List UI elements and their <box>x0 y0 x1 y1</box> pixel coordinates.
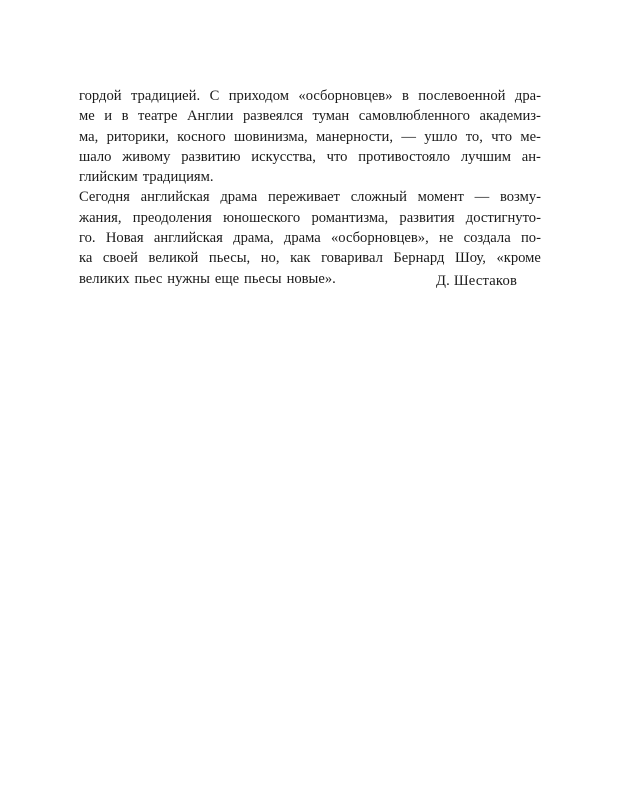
paragraph <box>79 86 541 187</box>
text-line: гордой традицией. С приходом «осборновцев» в послевоенной дра- <box>79 88 541 104</box>
text-line: великих пьес нужны еще пьесы новые». <box>79 270 336 287</box>
text-line: глийским традициям. <box>79 169 214 186</box>
text-line: жания, преодоления юношеского романтизма, развития достигнуто- <box>79 209 541 226</box>
text-line: шало живому развитию искусства, что противостояло лучшим ан- <box>79 148 541 165</box>
text-line: Сегодня английская драма переживает сложный момент — возму- <box>79 189 541 206</box>
body-text <box>79 86 541 289</box>
author-signature: Д. Шестаков <box>436 273 518 289</box>
text-line: го. Новая английская драма, драма «осборновцев», не создала по- <box>79 230 541 247</box>
text-line: ме и в театре Англии развеялся туман самовлюбленного академиз- <box>79 108 541 125</box>
text-line: ка своей великой пьесы, но, как говаривал Бернард Шоу, «кроме <box>79 250 541 267</box>
text-line: ма, риторики, косного шовинизма, манерности, — ушло то, что ме- <box>79 128 541 145</box>
